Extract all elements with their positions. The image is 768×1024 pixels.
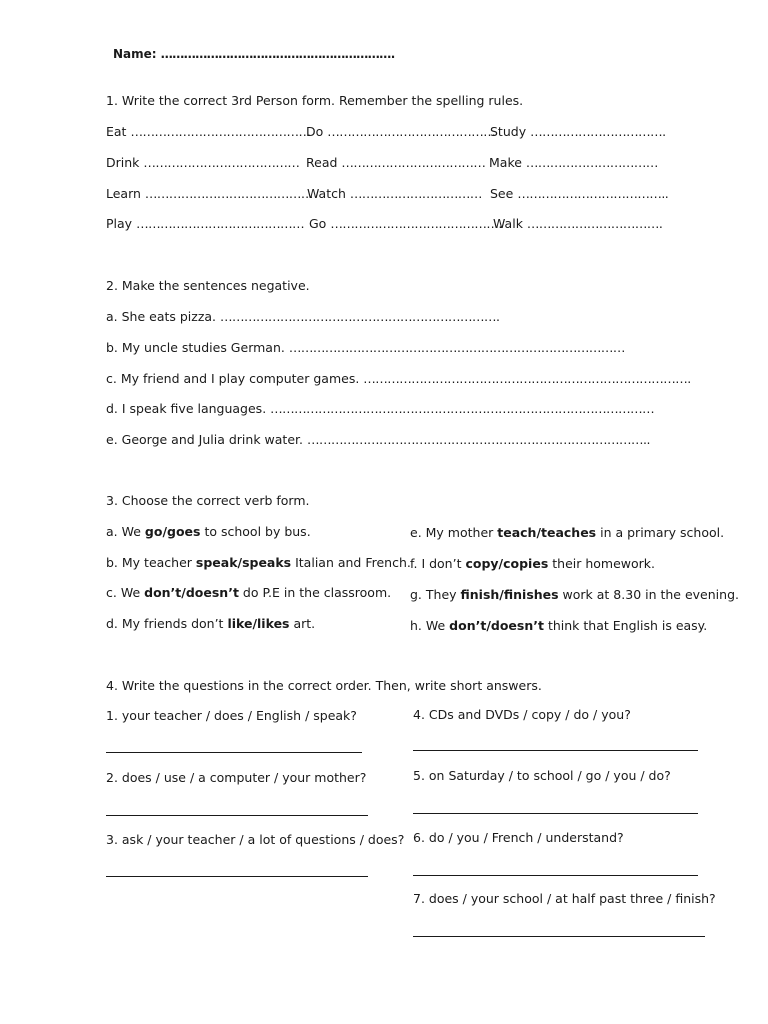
verb-row (307, 186, 482, 202)
answer-blank[interactable]: ……………………………. (530, 124, 666, 139)
verb-label: Learn (106, 186, 141, 201)
choice-text: their homework. (548, 556, 655, 571)
sentence-text: a. She eats pizza. (106, 309, 217, 324)
choice-item (410, 525, 724, 541)
verb-options[interactable]: finish/finishes (460, 587, 559, 602)
choice-text: to school by bus. (200, 524, 311, 539)
section-4-title: 4. Write the questions in the correct order. Then, write short answers. (106, 678, 542, 693)
answer-blank[interactable]: ………………………………………………………………………. (363, 371, 691, 386)
negative-item (106, 309, 500, 325)
choice-text: c. We (106, 585, 145, 600)
verb-label: Drink (106, 155, 140, 170)
verb-label: Eat (106, 124, 127, 139)
verb-label: Walk (493, 216, 523, 231)
verb-row (306, 155, 485, 171)
answer-line[interactable] (106, 876, 368, 877)
answer-line[interactable] (413, 936, 705, 937)
verb-row (490, 124, 666, 140)
answer-blank[interactable]: …………………………………… (136, 216, 305, 231)
question-item: 7. does / your school / at half past three / finish? (413, 891, 716, 906)
answer-blank[interactable]: ……………………………. (526, 216, 663, 231)
answer-line[interactable] (106, 752, 362, 753)
answer-line[interactable] (106, 815, 368, 816)
question-item: 5. on Saturday / to school / go / you / do? (413, 768, 671, 783)
verb-label: See (490, 186, 514, 201)
answer-blank[interactable]: ………………………………………………………………………….. (306, 432, 650, 447)
choice-item (106, 524, 311, 540)
verb-options[interactable]: teach/teaches (497, 525, 597, 540)
section-1-title: 1. Write the correct 3rd Person form. Remember the spelling rules. (106, 93, 524, 108)
answer-blank[interactable]: ……………………………… (341, 155, 486, 170)
verb-label: Watch (307, 186, 346, 201)
choice-text: art. (289, 616, 316, 631)
verb-row (106, 216, 304, 232)
answer-line[interactable] (413, 875, 698, 876)
sentence-text: c. My friend and I play computer games. (106, 371, 360, 386)
name-blank[interactable]: ……………………………………………………. (160, 47, 395, 61)
answer-line[interactable] (413, 750, 698, 751)
question-item: 2. does / use / a computer / your mother? (106, 770, 367, 785)
answer-blank[interactable]: …………………………… (349, 186, 482, 201)
negative-item (106, 401, 654, 417)
sentence-text: d. I speak five languages. (106, 401, 267, 416)
negative-item (106, 340, 625, 356)
choice-item (410, 556, 655, 572)
answer-blank[interactable]: ……………………………………… (130, 124, 311, 139)
verb-options[interactable]: don’t/doesn’t (144, 585, 239, 600)
negative-item (106, 371, 691, 387)
choice-text: g. They (410, 587, 461, 602)
choice-item (410, 587, 739, 603)
choice-text: f. I don’t (410, 556, 466, 571)
answer-line[interactable] (413, 813, 698, 814)
answer-blank[interactable]: ……………………………………. (330, 216, 502, 231)
choice-text: a. We (106, 524, 145, 539)
verb-options[interactable]: don’t/doesn’t (449, 618, 544, 633)
answer-blank[interactable]: …………………………………… (144, 186, 313, 201)
sentence-text: e. George and Julia drink water. (106, 432, 303, 447)
answer-blank[interactable]: ……………………………………………………………. (220, 309, 500, 324)
question-item: 1. your teacher / does / English / speak? (106, 708, 357, 723)
choice-item (410, 618, 707, 634)
choice-text: d. My friends don’t (106, 616, 228, 631)
question-item: 6. do / you / French / understand? (413, 830, 624, 845)
verb-row (493, 216, 662, 232)
negative-item (106, 432, 650, 448)
choice-text: Italian and French. (291, 555, 411, 570)
choice-text: think that English is easy. (543, 618, 708, 633)
choice-text: e. My mother (410, 525, 498, 540)
verb-label: Study (490, 124, 527, 139)
choice-item (106, 585, 391, 601)
choice-text: h. We (410, 618, 450, 633)
verb-options[interactable]: go/goes (144, 524, 201, 539)
verb-row (490, 186, 668, 202)
verb-label: Do (306, 124, 324, 139)
verb-row (306, 124, 495, 140)
answer-blank[interactable]: …………………………………………………………………………………… (270, 401, 655, 416)
answer-blank[interactable]: ……………………………….. (517, 186, 669, 201)
choice-text: b. My teacher (106, 555, 196, 570)
section-2-title: 2. Make the sentences negative. (106, 278, 310, 293)
answer-blank[interactable]: …………………………………… (327, 124, 496, 139)
choice-item (106, 555, 411, 571)
choice-item (106, 616, 315, 632)
verb-label: Read (306, 155, 338, 170)
choice-text: work at 8.30 in the evening. (558, 587, 739, 602)
answer-blank[interactable]: ………………………………………………………………………… (288, 340, 625, 355)
verb-options[interactable]: copy/copies (465, 556, 549, 571)
verb-label: Play (106, 216, 133, 231)
question-item: 4. CDs and DVDs / copy / do / you? (413, 707, 631, 722)
answer-blank[interactable]: …………………………… (525, 155, 658, 170)
choice-text: in a primary school. (596, 525, 725, 540)
verb-options[interactable]: like/likes (227, 616, 290, 631)
verb-row (106, 155, 299, 171)
section-3-title: 3. Choose the correct verb form. (106, 493, 310, 508)
name-label: Name: (113, 47, 157, 61)
verb-row (309, 216, 502, 232)
choice-text: do P.E in the classroom. (238, 585, 392, 600)
answer-blank[interactable]: ………………………………… (143, 155, 300, 170)
verb-options[interactable]: speak/speaks (195, 555, 292, 570)
verb-label: Go (309, 216, 327, 231)
verb-row (106, 124, 310, 140)
verb-row (489, 155, 658, 171)
sentence-text: b. My uncle studies German. (106, 340, 285, 355)
name-line (113, 46, 395, 62)
verb-row (106, 186, 313, 202)
verb-label: Make (489, 155, 522, 170)
question-item: 3. ask / your teacher / a lot of questions / does? (106, 832, 405, 847)
